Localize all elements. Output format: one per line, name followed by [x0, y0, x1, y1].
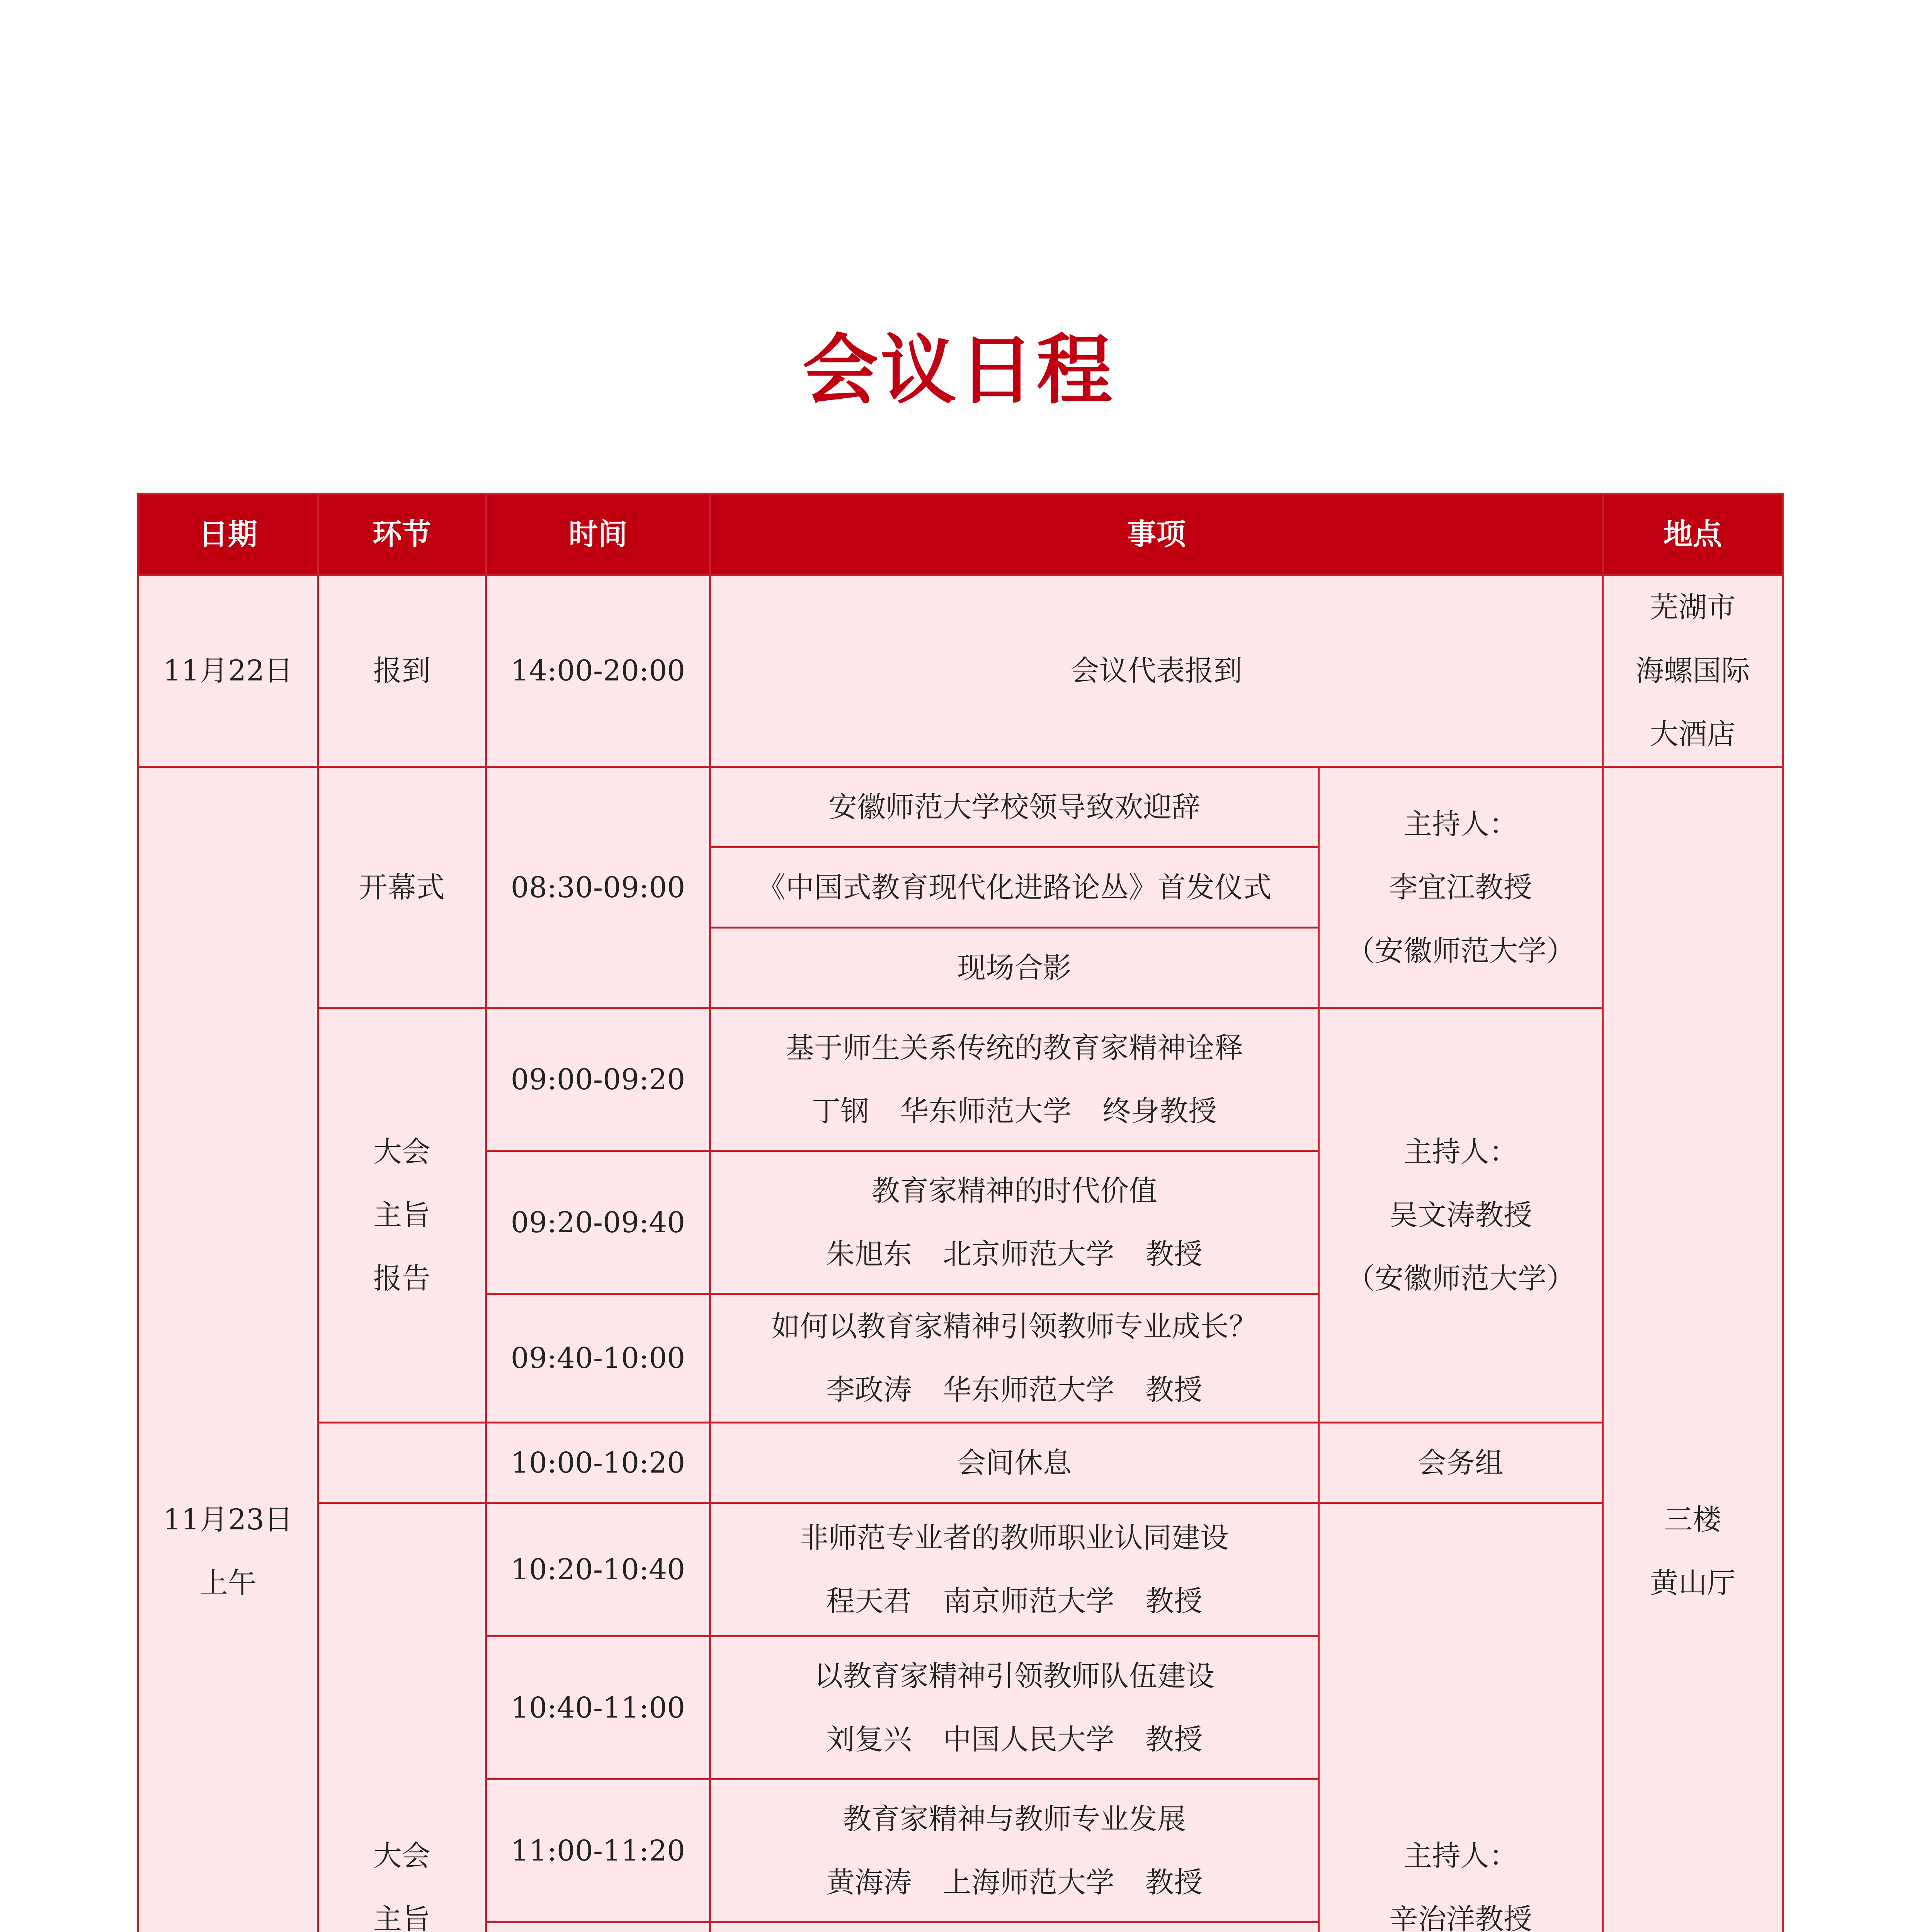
- time-cell: 11:00-11:20: [486, 1779, 710, 1922]
- header-date: 日期: [138, 494, 318, 575]
- time-cell: 09:20-09:40: [486, 1151, 710, 1294]
- talk-speaker: 黄海涛 上海师范大学 教授: [826, 1866, 1203, 1899]
- section-line: 主旨: [373, 1199, 430, 1232]
- place-line: 芜湖市: [1650, 591, 1736, 624]
- place-line: 三楼: [1664, 1503, 1721, 1536]
- header-row: [138, 494, 1783, 575]
- host-line: （安徽师范大学）: [1346, 1262, 1575, 1295]
- header-place: 地点: [1603, 494, 1783, 575]
- talk-cell: [710, 1294, 1319, 1423]
- item-cell: 会间休息: [710, 1423, 1319, 1503]
- date-cell: [138, 767, 318, 1932]
- talk-title: 以教育家精神引领教师队伍建设: [814, 1659, 1214, 1693]
- section-line: 大会: [373, 1135, 430, 1168]
- talk-speaker: 李政涛 华东师范大学 教授: [826, 1373, 1203, 1406]
- section-line: 主旨: [373, 1903, 430, 1932]
- table-row: [138, 767, 1783, 847]
- time-cell: 09:40-10:00: [486, 1294, 710, 1423]
- time-cell: 10:20-10:40: [486, 1503, 710, 1636]
- page-title: 会议日程: [802, 326, 1115, 415]
- talk-speaker: 丁钢 华东师范大学 终身教授: [812, 1094, 1217, 1128]
- host-cell: [1319, 1503, 1603, 1932]
- talk-cell: [710, 1779, 1319, 1922]
- host-line: 主持人：: [1403, 807, 1518, 841]
- talk-title: 如何以教育家精神引领教师专业成长？: [771, 1310, 1257, 1343]
- host-line: （安徽师范大学）: [1346, 934, 1575, 968]
- section-cell: [318, 1008, 486, 1423]
- talk-cell: [710, 1636, 1319, 1779]
- time-cell: 10:00-10:20: [486, 1423, 710, 1503]
- talk-cell: [710, 1503, 1319, 1636]
- talk-title: 教育家精神与教师专业发展: [843, 1802, 1186, 1836]
- host-line: 吴文涛教授: [1389, 1199, 1532, 1232]
- talk-speaker: 刘复兴 中国人民大学 教授: [826, 1723, 1203, 1756]
- talk-speaker: 朱旭东 北京师范大学 教授: [826, 1237, 1203, 1271]
- talk-speaker: 程天君 南京师范大学 教授: [826, 1585, 1203, 1618]
- table-row: [138, 1503, 1783, 1636]
- section-line: 报告: [373, 1262, 430, 1295]
- table-row: [138, 1008, 1783, 1151]
- time-cell: [486, 1922, 710, 1932]
- talk-title: 教育家精神的时代价值: [871, 1174, 1157, 1208]
- talk-title: 基于师生关系传统的教育家精神诠释: [786, 1031, 1243, 1065]
- host-line: 主持人：: [1403, 1839, 1518, 1872]
- header-section: 环节: [318, 494, 486, 575]
- talk-cell: [710, 1151, 1319, 1294]
- time-cell: 08:30-09:00: [486, 767, 710, 1008]
- date-line: 上午: [199, 1566, 257, 1600]
- time-cell: 09:00-09:20: [486, 1008, 710, 1151]
- item-cell: 会议代表报到: [710, 575, 1603, 767]
- host-cell: 会务组: [1319, 1423, 1603, 1503]
- schedule-table: [137, 493, 1784, 1932]
- place-line: 海螺国际: [1635, 654, 1750, 687]
- table-row: [138, 575, 1783, 767]
- talk-cell: [710, 1008, 1319, 1151]
- time-cell: 10:40-11:00: [486, 1636, 710, 1779]
- time-cell: 14:00-20:00: [486, 575, 710, 767]
- section-cell: [318, 1423, 486, 1503]
- host-cell: [1319, 1008, 1603, 1423]
- header-time: 时间: [486, 494, 710, 575]
- item-cell: 现场合影: [710, 928, 1319, 1008]
- host-line: 辛治洋教授: [1389, 1903, 1532, 1932]
- place-line: 黄山厅: [1650, 1566, 1736, 1600]
- table-row: [138, 1423, 1783, 1503]
- section-cell: 报到: [318, 575, 486, 767]
- host-line: 李宜江教授: [1389, 871, 1532, 904]
- section-line: 大会: [373, 1839, 430, 1872]
- talk-title: [711, 1930, 1318, 1932]
- talk-cell: [710, 1922, 1319, 1932]
- item-cell: 安徽师范大学校领导致欢迎辞: [710, 767, 1319, 847]
- talk-title: 非师范专业者的教师职业认同建设: [800, 1521, 1229, 1554]
- place-line: 大酒店: [1650, 718, 1736, 751]
- place-cell: [1603, 767, 1783, 1932]
- date-line: 11月23日: [163, 1503, 293, 1536]
- section-cell: [318, 1503, 486, 1932]
- item-cell: 《中国式教育现代化进路论丛》首发仪式: [710, 847, 1319, 928]
- host-cell: [1319, 767, 1603, 1008]
- date-cell: 11月22日: [138, 575, 318, 767]
- host-line: 主持人：: [1403, 1135, 1518, 1168]
- header-item: 事项: [710, 494, 1603, 575]
- section-cell: 开幕式: [318, 767, 486, 1008]
- place-cell: [1603, 575, 1783, 767]
